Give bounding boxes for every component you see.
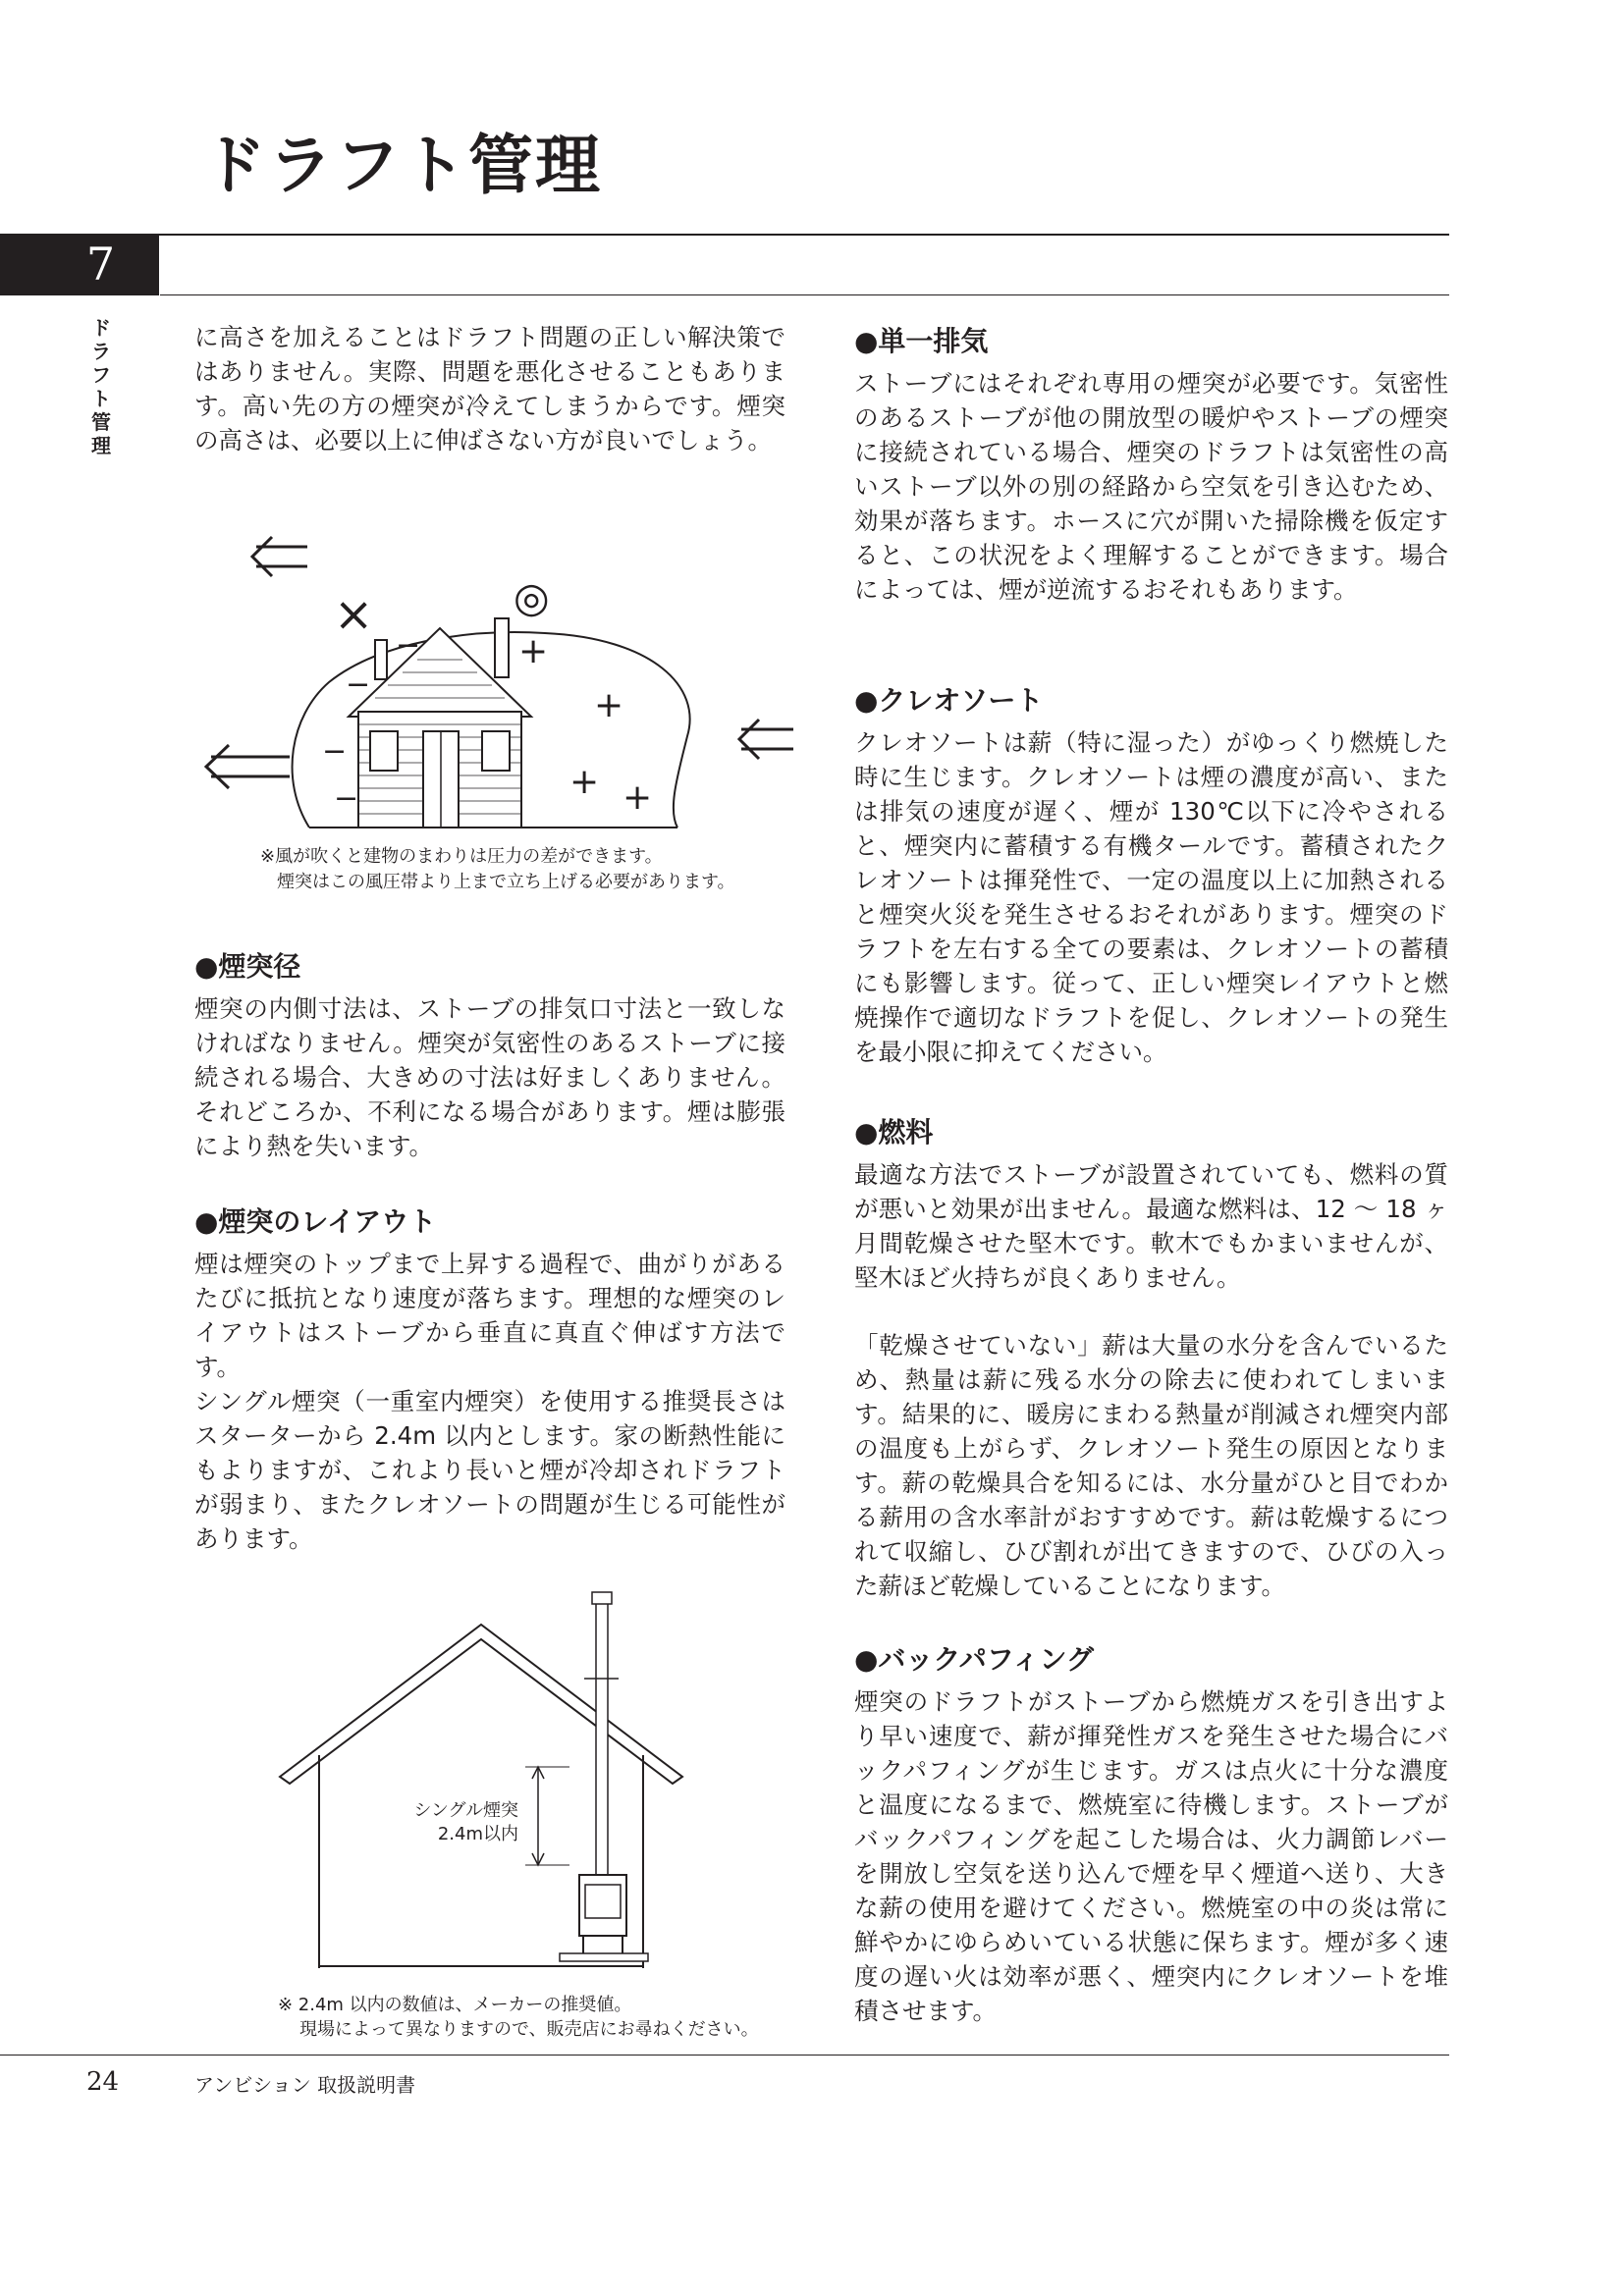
header-rule bbox=[0, 234, 1449, 236]
cross-mark-icon: × bbox=[334, 587, 374, 642]
section-heading-layout: ●煙突のレイアウト bbox=[194, 1205, 437, 1238]
section-heading-creosote: ●クレオソート bbox=[854, 684, 1044, 717]
layout-body-2: シングル煙突（一重室内煙突）を使用する推奨長さはスターターから 2.4m 以内とします。家の断熱性能にもよりますが、これより長いと煙が冷却されドラフトが弱まり、またクレオソートの問題が生じる可能性があります。 bbox=[194, 1387, 785, 1553]
side-chapter-label: ドラフト管理 bbox=[91, 316, 111, 457]
plus-mark: + bbox=[623, 777, 653, 818]
chimney-label-line1: シングル煙突 bbox=[413, 1800, 518, 1821]
figure1-caption-line2: 煙突はこの風圧帯より上まで立ち上げる必要があります。 bbox=[277, 872, 735, 892]
footer-rule bbox=[0, 2055, 1449, 2056]
wind-pressure-figure bbox=[191, 535, 800, 829]
section-heading-fuel: ●燃料 bbox=[854, 1116, 934, 1148]
chapter-number: 7 bbox=[85, 238, 116, 291]
plus-mark: + bbox=[569, 762, 600, 802]
plus-mark: + bbox=[594, 685, 624, 725]
figure2-caption-line1: ※ 2.4m 以内の数値は、メーカーの推奨値。 bbox=[278, 1995, 632, 2015]
footer-manual-title: アンビション 取扱説明書 bbox=[194, 2073, 416, 2097]
figure2-caption-line2: 現場によって異なりますので、販売店にお尋ねください。 bbox=[299, 2019, 759, 2040]
single-exhaust-body: ストーブにはそれぞれ専用の煙突が必要です。気密性のあるストーブが他の開放型の暖炉やストーブの煙突に接続されている場合、煙突のドラフトは気密性の高いストーブ以外の別の経路から空気を引き込むため、効果が落ちます。ホースに穴が開いた掃除機を仮定すると、この状況をよく理解することができます。場合によっては、煙が逆流するおそれもあります。 bbox=[854, 369, 1448, 604]
minus-mark: − bbox=[322, 734, 348, 769]
section-heading-diameter: ●煙突径 bbox=[194, 950, 301, 983]
section-heading-single-exhaust: ●単一排気 bbox=[854, 325, 989, 357]
creosote-body: クレオソートは薪（特に湿った）がゆっくり燃焼した時に生じます。クレオソートは煙の濃度が高い、または排気の速度が遅く、煙が 130℃以下に冷やされると、煙突内に蓄積する有機タールです。蓄積されたクレオソートは揮発性で、一定の温度以上に加熱されると煙突火災を発生させるおそれがあります。煙突のドラフトを左右する全ての要素は、クレオソートの蓄積にも影響します。従って、正しい煙突レイアウトと燃焼操作で適切なドラフトを促し、クレオソートの発生を最小限に抑えてください。 bbox=[854, 728, 1448, 1066]
stove-icon bbox=[579, 1875, 626, 1953]
diameter-body: 煙突の内側寸法は、ストーブの排気口寸法と一致しなければなりません。煙突が気密性のあるストーブに接続される場合、大きめの寸法は好ましくありません。それどころか、不利になる場合があります。煙は膨張により熱を失います。 bbox=[194, 994, 785, 1160]
header-underline bbox=[160, 294, 1449, 295]
minus-mark: − bbox=[346, 667, 371, 702]
plus-mark: + bbox=[518, 631, 549, 671]
fuel-body-2: 「乾燥させていない」薪は大量の水分を含んでいるため、熱量は薪に残る水分の除去に使われてしまいます。結果的に、暖房にまわる熱量が削減され煙突内部の温度も上がらず、クレオソート発生の原因となります。薪の乾燥具合を知るには、水分量がひと目でわかる薪用の含水率計がおすすめです。薪は乾燥するにつれて収縮し、ひび割れが出てきますので、ひびの入った薪ほど乾燥していることになります。 bbox=[854, 1331, 1448, 1600]
layout-body-1: 煙は煙突のトップまで上昇する過程で、曲がりがあるたびに抵抗となり速度が落ちます。理想的な煙突のレイアウトはストーブから垂直に真直ぐ伸ばす方法です。 bbox=[194, 1250, 785, 1381]
page-title: ドラフト管理 bbox=[201, 127, 602, 203]
section-heading-backpuffing: ●バックパフィング bbox=[854, 1643, 1094, 1676]
backpuffing-body: 煙突のドラフトがストーブから燃焼ガスを引き出すより早い速度で、薪が揮発性ガスを発生させた場合にバックパフィングが生じます。ガスは点火に十分な濃度と温度になるまで、燃焼室に待機します。ストーブがバックパフィングを起こした場合は、火力調節レバーを開放し空気を送り込んで煙を早く煙道へ送り、大きな薪の使用を避けてください。燃焼室の中の炎は常に鮮やかにゆらめいている状態に保ちます。煙が多く速度の遅い火は効率が悪く、煙突内にクレオソートを堆積させます。 bbox=[854, 1687, 1448, 2025]
minus-mark: − bbox=[396, 628, 421, 663]
chimney-length-figure bbox=[275, 1580, 687, 1973]
figure1-caption-line1: ※風が吹くと建物のまわりは圧力の差ができます。 bbox=[260, 846, 663, 867]
chimney-label-line2: 2.4m以内 bbox=[437, 1824, 518, 1844]
fuel-body-1: 最適な方法でストーブが設置されていても、燃料の質が悪いと効果が出ません。最適な燃料は、12 〜 18 ヶ月間乾燥させた堅木です。軟木でもかまいませんが、堅木ほど火持ちが良くありません。 bbox=[854, 1160, 1448, 1292]
page-number: 24 bbox=[86, 2067, 120, 2097]
minus-mark: − bbox=[334, 781, 359, 816]
double-circle-icon: ◎ bbox=[514, 573, 550, 621]
intro-paragraph: に高さを加えることはドラフト問題の正しい解決策ではありません。実際、問題を悪化させることもあります。高い先の方の煙突が冷えてしまうからです。煙突の高さは、必要以上に伸ばさない方が良いでしょう。 bbox=[194, 323, 785, 454]
